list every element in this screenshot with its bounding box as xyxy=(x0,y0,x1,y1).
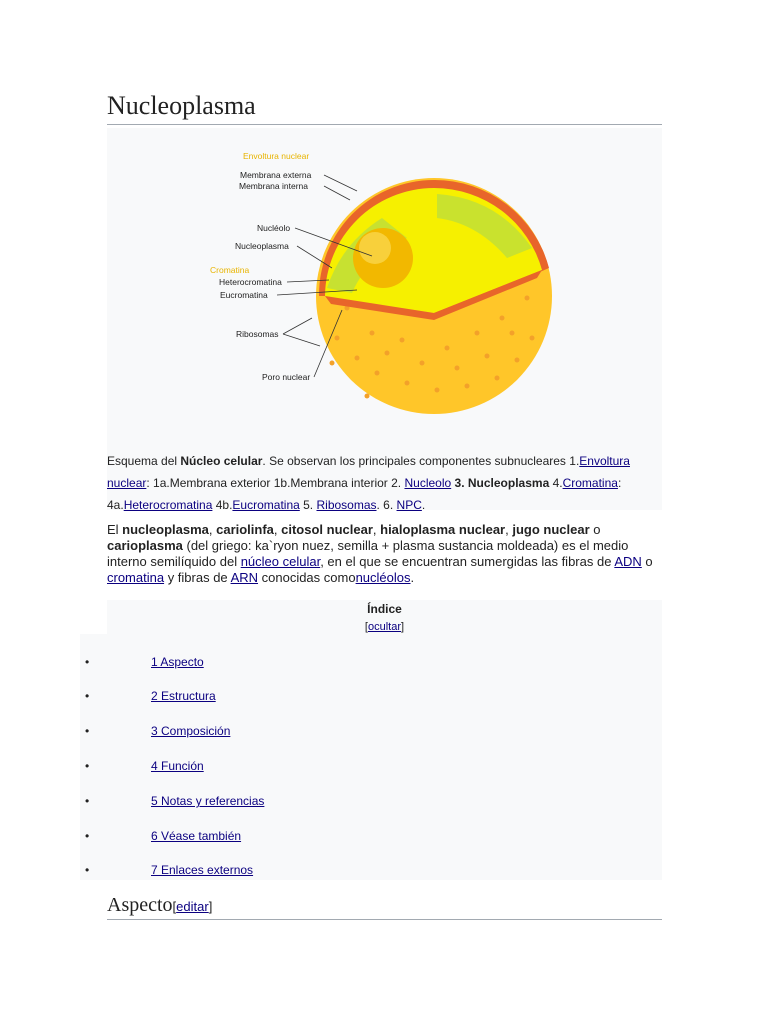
label-nucleolo: Nucléolo xyxy=(257,223,291,233)
link-cromatina-intro[interactable]: cromatina xyxy=(107,570,165,585)
section-title: Aspecto xyxy=(107,894,173,916)
link-nucleolo[interactable]: Nucleolo xyxy=(404,476,452,490)
label-poro: Poro nuclear xyxy=(262,372,311,382)
toc-item: • 7 Enlaces externos xyxy=(85,863,254,877)
link-cromatina[interactable]: Cromatina xyxy=(562,476,618,490)
label-envoltura: Envoltura nuclear xyxy=(243,151,310,161)
label-nucleoplasma: Nucleoplasma xyxy=(235,241,289,251)
toc-toggle: [ocultar] xyxy=(364,621,405,633)
link-envoltura-nuclear[interactable]: Envoltura nuclear xyxy=(107,454,630,490)
section-edit: [editar] xyxy=(172,899,213,914)
toc-link-enlaces[interactable]: 7 Enlaces externos xyxy=(151,863,254,877)
label-ribosomas: Ribosomas xyxy=(236,329,279,339)
figure-caption: Esquema del Núcleo celular. Se observan los principales componentes subnucleares 1.Envoltura nuclear: 1a.Membrana exterior 1b.Membrana interior 2. Nucleolo 3. Nucleoplasma 4.Cromatina: 4a.Heterocromatina 4b.Eucromatina 5. Ribosomas. 6. NPC. xyxy=(107,454,630,512)
label-cromatina: Cromatina xyxy=(210,265,250,275)
link-ribosomas[interactable]: Ribosomas xyxy=(316,498,377,512)
label-membrana-externa: Membrana externa xyxy=(240,170,312,180)
link-nucleolos[interactable]: nucléolos xyxy=(355,570,411,585)
toc-link-funcion[interactable]: 4 Función xyxy=(151,759,204,773)
link-adn[interactable]: ADN xyxy=(614,554,642,569)
link-npc[interactable]: NPC xyxy=(396,498,422,512)
link-eucromatina[interactable]: Eucromatina xyxy=(232,498,300,512)
toc-link-notas[interactable]: 5 Notas y referencias xyxy=(151,794,265,808)
label-eucromatina: Eucromatina xyxy=(220,290,268,300)
toc-link-composicion[interactable]: 3 Composición xyxy=(151,724,231,738)
toc-item: • 1 Aspecto xyxy=(85,655,204,669)
label-membrana-interna: Membrana interna xyxy=(239,181,308,191)
link-heterocromatina[interactable]: Heterocromatina xyxy=(123,498,213,512)
toc-link-aspecto[interactable]: 1 Aspecto xyxy=(151,655,204,669)
toc-item: • 2 Estructura xyxy=(85,689,216,703)
nucleus-diagram xyxy=(107,128,662,428)
toc-hide-link[interactable]: ocultar xyxy=(367,621,402,633)
intro-paragraph: El nucleoplasma, cariolinfa, citosol nuclear, hialoplasma nuclear, jugo nuclear o carioplasma (del griego: ka`ryon nuez, semilla + plasma sustancia moldeada) es el medio interno semilíquido del núcleo celular, en el que se encuentran sumergidas las fibras de ADN o cromatina y fibras de ARN conocidas comonucléolos. xyxy=(107,522,653,585)
toc-item: • 6 Véase también xyxy=(85,829,242,843)
toc-item: • 3 Composición xyxy=(85,724,231,738)
link-arn[interactable]: ARN xyxy=(230,570,259,585)
section-heading xyxy=(107,894,662,920)
link-nucleo-celular[interactable]: núcleo celular xyxy=(240,554,321,569)
page-title: Nucleoplasma xyxy=(107,90,662,125)
toc-title: Índice xyxy=(367,602,402,616)
toc-link-vease[interactable]: 6 Véase también xyxy=(151,829,242,843)
edit-link[interactable]: editar xyxy=(176,899,209,914)
toc-item: • 4 Función xyxy=(85,759,204,773)
toc-link-estructura[interactable]: 2 Estructura xyxy=(151,689,216,703)
nucleolus-highlight xyxy=(359,232,391,264)
label-heterocromatina: Heterocromatina xyxy=(219,277,282,287)
toc-item: • 5 Notas y referencias xyxy=(85,794,265,808)
